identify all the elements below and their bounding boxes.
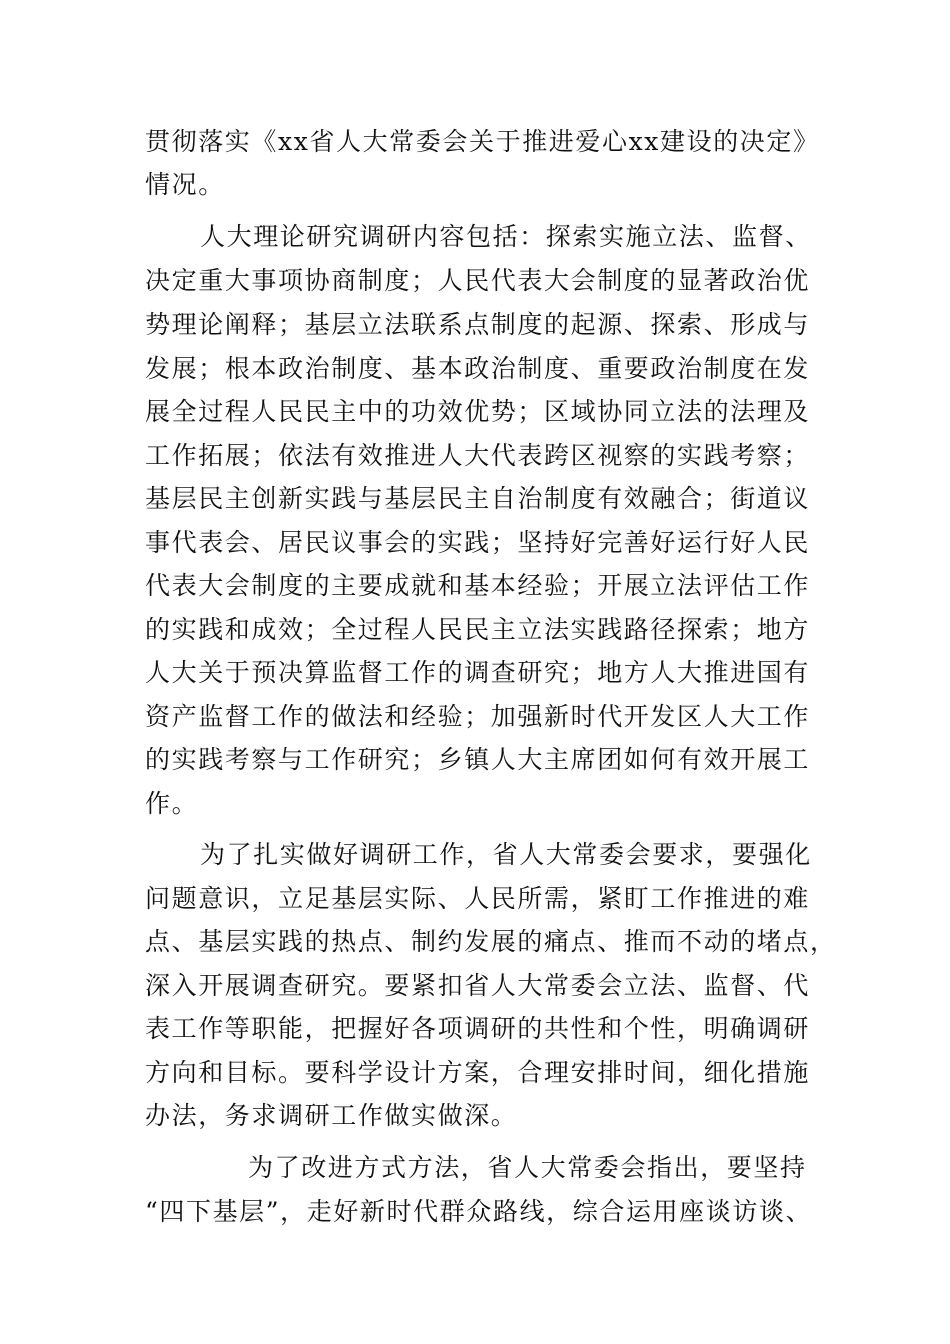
paragraph-4-line-1: 为了改进方式方法，省人大常委会指出，要坚持 xyxy=(248,1153,807,1182)
paragraph-2-line-12: 资产监督工作的做法和经验；加强新时代开发区人大工作 xyxy=(145,702,811,731)
paragraph-3-line-6: 方向和目标。要科学设计方案，合理安排时间，细化措施 xyxy=(145,1058,811,1087)
paragraph-2-line-5: 展全过程人民民主中的功效优势；区域协同立法的法理及 xyxy=(145,397,811,426)
paragraph-3-line-5: 表工作等职能，把握好各项调研的共性和个性，明确调研 xyxy=(145,1014,811,1043)
paragraph-2-line-4: 发展；根本政治制度、基本政治制度、重要政治制度在发 xyxy=(145,354,811,383)
paragraph-2-line-9: 代表大会制度的主要成就和基本经验；开展立法评估工作 xyxy=(145,571,811,600)
paragraph-1-line-2: 情况。 xyxy=(145,170,225,199)
paragraph-3-line-1: 为了扎实做好调研工作，省人大常委会要求，要强化 xyxy=(200,840,812,869)
paragraph-1-line-1: 贯彻落实《xx省人大常委会关于推进爱心xx建设的决定》 xyxy=(145,127,820,156)
paragraph-2-line-1: 人大理论研究调研内容包括：探索实施立法、监督、 xyxy=(200,222,812,251)
paragraph-2-line-2: 决定重大事项协商制度；人民代表大会制度的显著政治优 xyxy=(145,266,811,295)
paragraph-2-line-11: 人大关于预决算监督工作的调查研究；地方人大推进国有 xyxy=(145,658,811,687)
paragraph-2-line-6: 工作拓展；依法有效推进人大代表跨区视察的实践考察； xyxy=(145,441,811,470)
paragraph-3-line-7: 办法，务求调研工作做实做深。 xyxy=(145,1101,518,1130)
paragraph-3-line-4: 深入开展调查研究。要紧扣省人大常委会立法、监督、代 xyxy=(145,971,811,1000)
paragraph-2-line-8: 事代表会、居民议事会的实践；坚持好完善好运行好人民 xyxy=(145,528,811,557)
paragraph-2-line-13: 的实践考察与工作研究；乡镇人大主席团如何有效开展工 xyxy=(145,745,811,774)
paragraph-2-line-14: 作。 xyxy=(145,789,199,818)
paragraph-4-line-2: “四下基层”，走好新时代群众路线，综合运用座谈访谈、 xyxy=(145,1197,813,1226)
paragraph-2-line-7: 基层民主创新实践与基层民主自治制度有效融合；街道议 xyxy=(145,484,811,513)
paragraph-2-line-10: 的实践和成效；全过程人民民主立法实践路径探索；地方 xyxy=(145,615,811,644)
paragraph-2-line-3: 势理论阐释；基层立法联系点制度的起源、探索、形成与 xyxy=(145,310,811,339)
paragraph-3-line-2: 问题意识，立足基层实际、人民所需，紧盯工作推进的难 xyxy=(145,884,811,913)
paragraph-3-line-3: 点、基层实践的热点、制约发展的痛点、推而不动的堵点， xyxy=(145,927,837,956)
